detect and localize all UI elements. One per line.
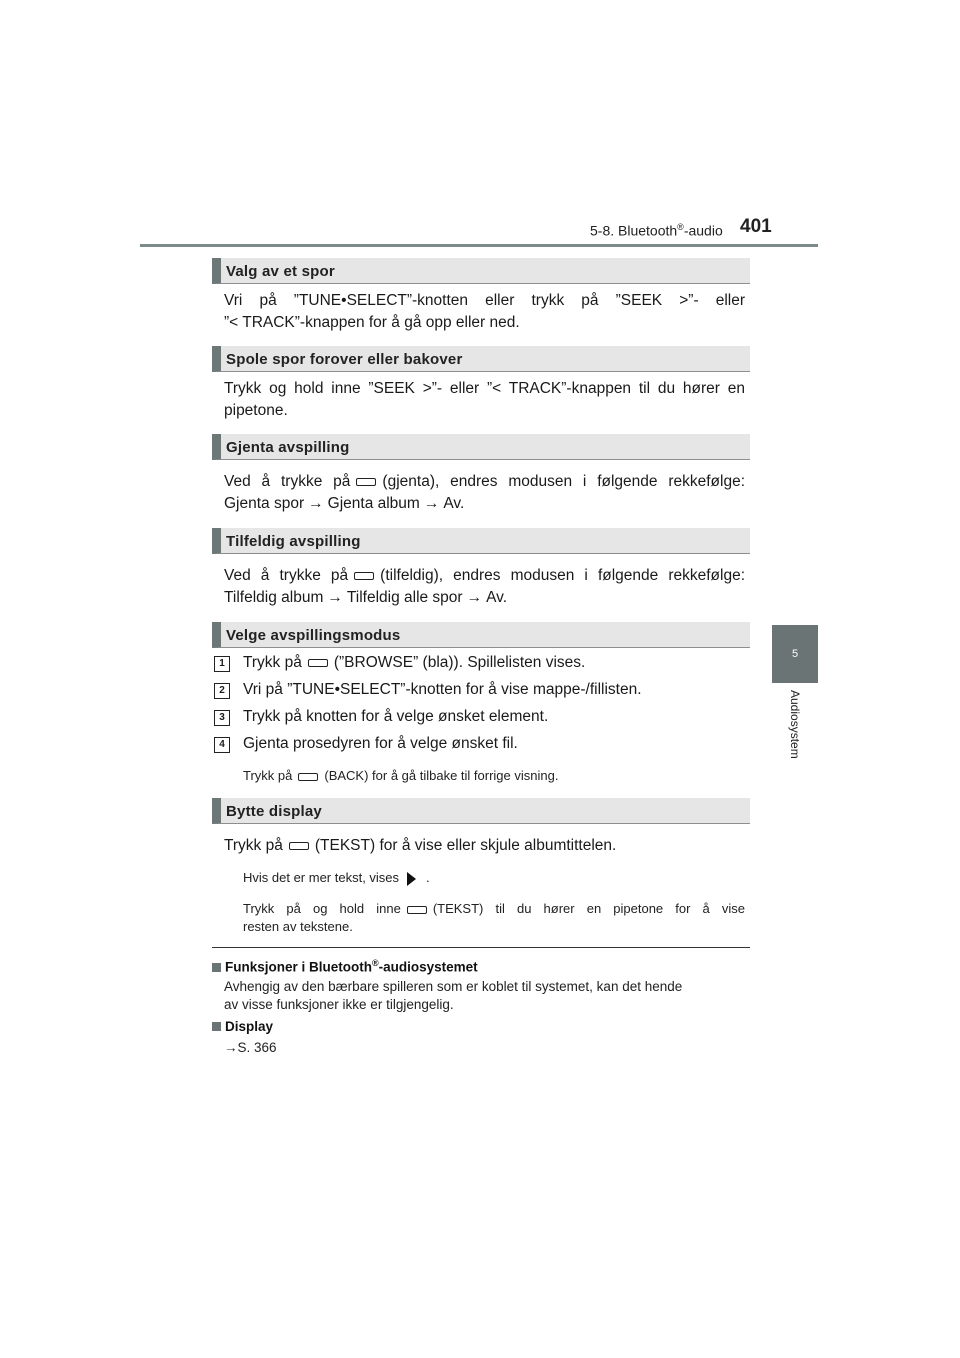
text-button-icon [407, 906, 427, 914]
repeat-paragraph: Ved å trykke på (gjenta), endres modusen i følgende rekkefølge: Gjenta spor → Gjenta album → Av. [224, 473, 746, 512]
functions-note-text: Avhengig av den bærbare spilleren som er koblet til systemet, kan det hende av visse funksjoner ikke er tilgjengelig. [224, 979, 683, 1012]
bullet-square-icon [212, 1022, 221, 1031]
random-paragraph: Ved å trykke på (tilfeldig), endres modusen i følgende rekkefølge: Tilfeldig album → Tilfeldig alle spor → Av. [224, 567, 746, 606]
bullet-square-icon [212, 963, 221, 972]
step-number: 4 [214, 737, 230, 753]
section-heading-random: Tilfeldig avspilling [212, 528, 750, 554]
section-heading-display: Bytte display [212, 798, 750, 824]
display-page-reference[interactable]: →S. 366 [224, 1040, 277, 1055]
step-text: Trykk på knotten for å velge ønsket element. [243, 708, 549, 725]
section-heading-mode: Velge avspillingsmodus [212, 622, 750, 648]
notes-divider [212, 947, 750, 948]
section-heading-track: Valg av et spor [212, 258, 750, 284]
arrow-icon: → [466, 589, 483, 606]
mode-note: Trykk på (BACK) for å gå tilbake til forrige visning. [243, 768, 559, 783]
display-note-title: Display [212, 1019, 273, 1034]
arrow-icon: → [327, 589, 343, 606]
functions-note-title: Funksjoner i Bluetooth®-audiosystemet [212, 958, 478, 975]
display-paragraph: Trykk på (TEKST) for å vise eller skjule albumtittelen. [224, 837, 617, 854]
random-button-icon [354, 572, 374, 580]
more-text-triangle-icon [407, 872, 416, 886]
section-heading-seek: Spole spor forover eller bakover [212, 346, 750, 372]
step-number: 3 [214, 710, 230, 726]
chapter-tab: 5 [772, 625, 818, 683]
header-divider [140, 244, 818, 247]
arrow-icon: → [308, 495, 324, 512]
browse-button-icon [308, 659, 328, 667]
section-heading-repeat: Gjenta avspilling [212, 434, 750, 460]
step-text: Gjenta prosedyren for å velge ønsket fil. [243, 735, 518, 752]
step-text: Trykk på (”BROWSE” (bla)). Spillelisten vises. [243, 654, 586, 671]
step-text: Vri på ”TUNE•SELECT”-knotten for å vise mappe-/fillisten. [243, 681, 642, 698]
arrow-icon: → [423, 495, 440, 512]
chapter-label: Audiosystem [788, 690, 802, 759]
back-button-icon [298, 773, 318, 781]
display-note-2: Trykk på og hold inne (TEKST) til du hører en pipetone for å vise resten av tekstene. [243, 901, 746, 934]
page-number: 401 [740, 216, 772, 237]
section-breadcrumb: 5-8. Bluetooth®-audio [590, 222, 723, 239]
step-number: 1 [214, 656, 230, 672]
step-number: 2 [214, 683, 230, 699]
display-note-1: Hvis det er mer tekst, vises . [243, 870, 430, 885]
track-paragraph: Vri på ”TUNE•SELECT”-knotten eller trykk på ”SEEK >”- eller ”< TRACK”-knappen for å gå opp eller ned. [224, 292, 745, 331]
text-button-icon [289, 842, 309, 850]
repeat-button-icon [356, 478, 376, 486]
seek-paragraph: Trykk og hold inne ”SEEK >”- eller ”< TRACK”-knappen til du hører en pipetone. [224, 380, 745, 419]
